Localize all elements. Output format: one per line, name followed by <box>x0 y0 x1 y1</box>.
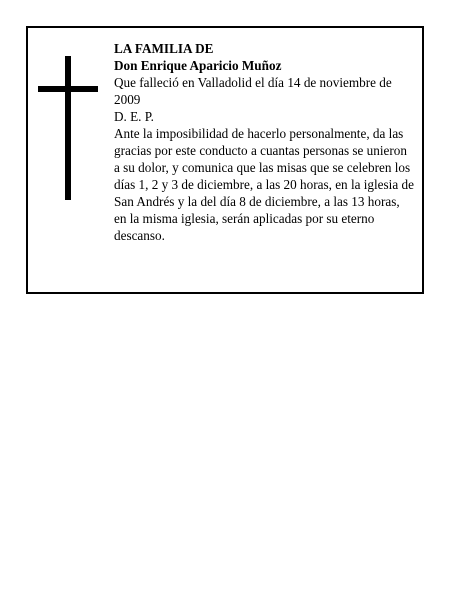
notice-body: Ante la imposibilidad de hacerlo personalmente, da las gracias por este conducto a cuantas personas se unieron a su dolor, y comunica que las misas que se celebren los días 1, 2 y 3 de diciembre, a las 20 horas, en la iglesia de San Andrés y la del día 8 de diciembre, a las 13 horas, en la misma iglesia, serán aplicadas por su eterno descanso. <box>114 126 414 243</box>
death-line: Que falleció en Valladolid el día 14 de noviembre de 2009 <box>114 75 392 107</box>
cross-horizontal-bar <box>38 86 98 92</box>
cross-vertical-bar <box>65 56 71 200</box>
obituary-notice <box>26 26 424 294</box>
notice-heading: LA FAMILIA DE <box>114 41 214 56</box>
rip-line: D. E. P. <box>114 109 154 124</box>
deceased-name: Don Enrique Aparicio Muñoz <box>114 58 282 73</box>
cross-icon <box>38 56 98 200</box>
notice-text <box>114 40 414 244</box>
